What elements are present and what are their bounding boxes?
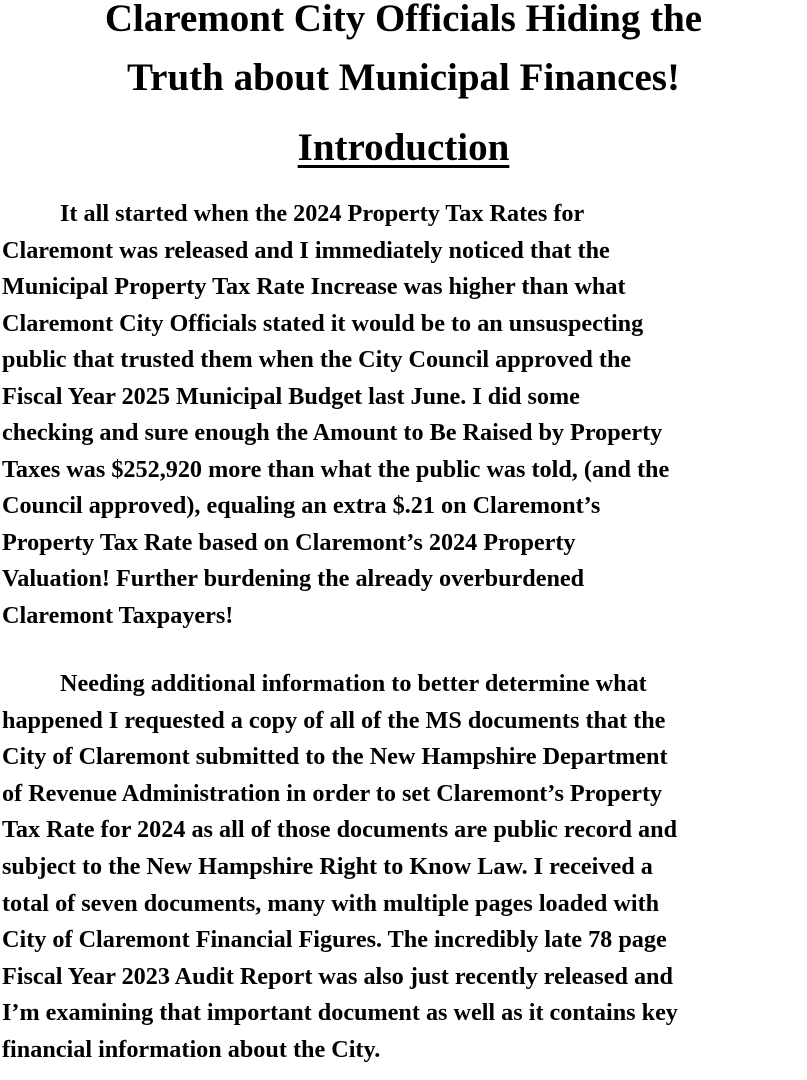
document-title-line-1: Claremont City Officials Hiding the (104, 0, 703, 40)
paragraph-line: Needing additional information to better determine what (60, 670, 647, 697)
paragraph-line: Taxes was $252,920 more than what the public was told, (and the (2, 455, 670, 483)
paragraph-line: Valuation! Further burdening the already overburdened (2, 565, 585, 592)
paragraph-line: of Revenue Administration in order to set Claremont’s Property (2, 779, 663, 807)
paragraph-line: City of Claremont Financial Figures. The incredibly late 78 page (2, 926, 667, 954)
document-title-line-2: Truth about Municipal Finances! (127, 56, 680, 99)
paragraph-line: checking and sure enough the Amount to Be Raised by Property (2, 419, 663, 446)
paragraph-line: subject to the New Hampshire Right to Know Law. I received a (2, 852, 653, 880)
paragraph-line: Municipal Property Tax Rate Increase was higher than what (2, 273, 626, 300)
paragraph-line: Claremont was released and I immediately noticed that the (2, 236, 610, 264)
section-heading: Introduction (297, 126, 510, 169)
paragraph-line: Claremont City Officials stated it would be to an unsuspecting (2, 309, 644, 337)
paragraph-line: total of seven documents, many with multiple pages loaded with (2, 889, 660, 917)
paragraph-line: Property Tax Rate based on Claremont’s 2024 Property (2, 528, 576, 556)
paragraph-line: Claremont Taxpayers! (2, 601, 234, 629)
paragraph-line: financial information about the City. (2, 1035, 381, 1063)
paragraph-line: I’m examining that important document as well as it contains key (2, 999, 678, 1027)
paragraph-line: Fiscal Year 2025 Municipal Budget last June. I did some (2, 382, 580, 410)
paragraph-line: Council approved), equaling an extra $.21 on Claremont’s (2, 492, 601, 519)
paragraph-line: City of Claremont submitted to the New Hampshire Department (2, 743, 668, 771)
paragraph-line: Tax Rate for 2024 as all of those documents are public record and (2, 816, 678, 844)
paragraph-line: happened I requested a copy of all of the MS documents that the (2, 706, 666, 734)
paragraph-line: It all started when the 2024 Property Tax Rates for (60, 200, 585, 227)
paragraph-line: Fiscal Year 2023 Audit Report was also just recently released and (2, 962, 673, 990)
paragraph-1 (2, 196, 805, 634)
paragraph-line: public that trusted them when the City Council approved the (2, 346, 632, 373)
paragraph-2 (2, 666, 805, 1069)
